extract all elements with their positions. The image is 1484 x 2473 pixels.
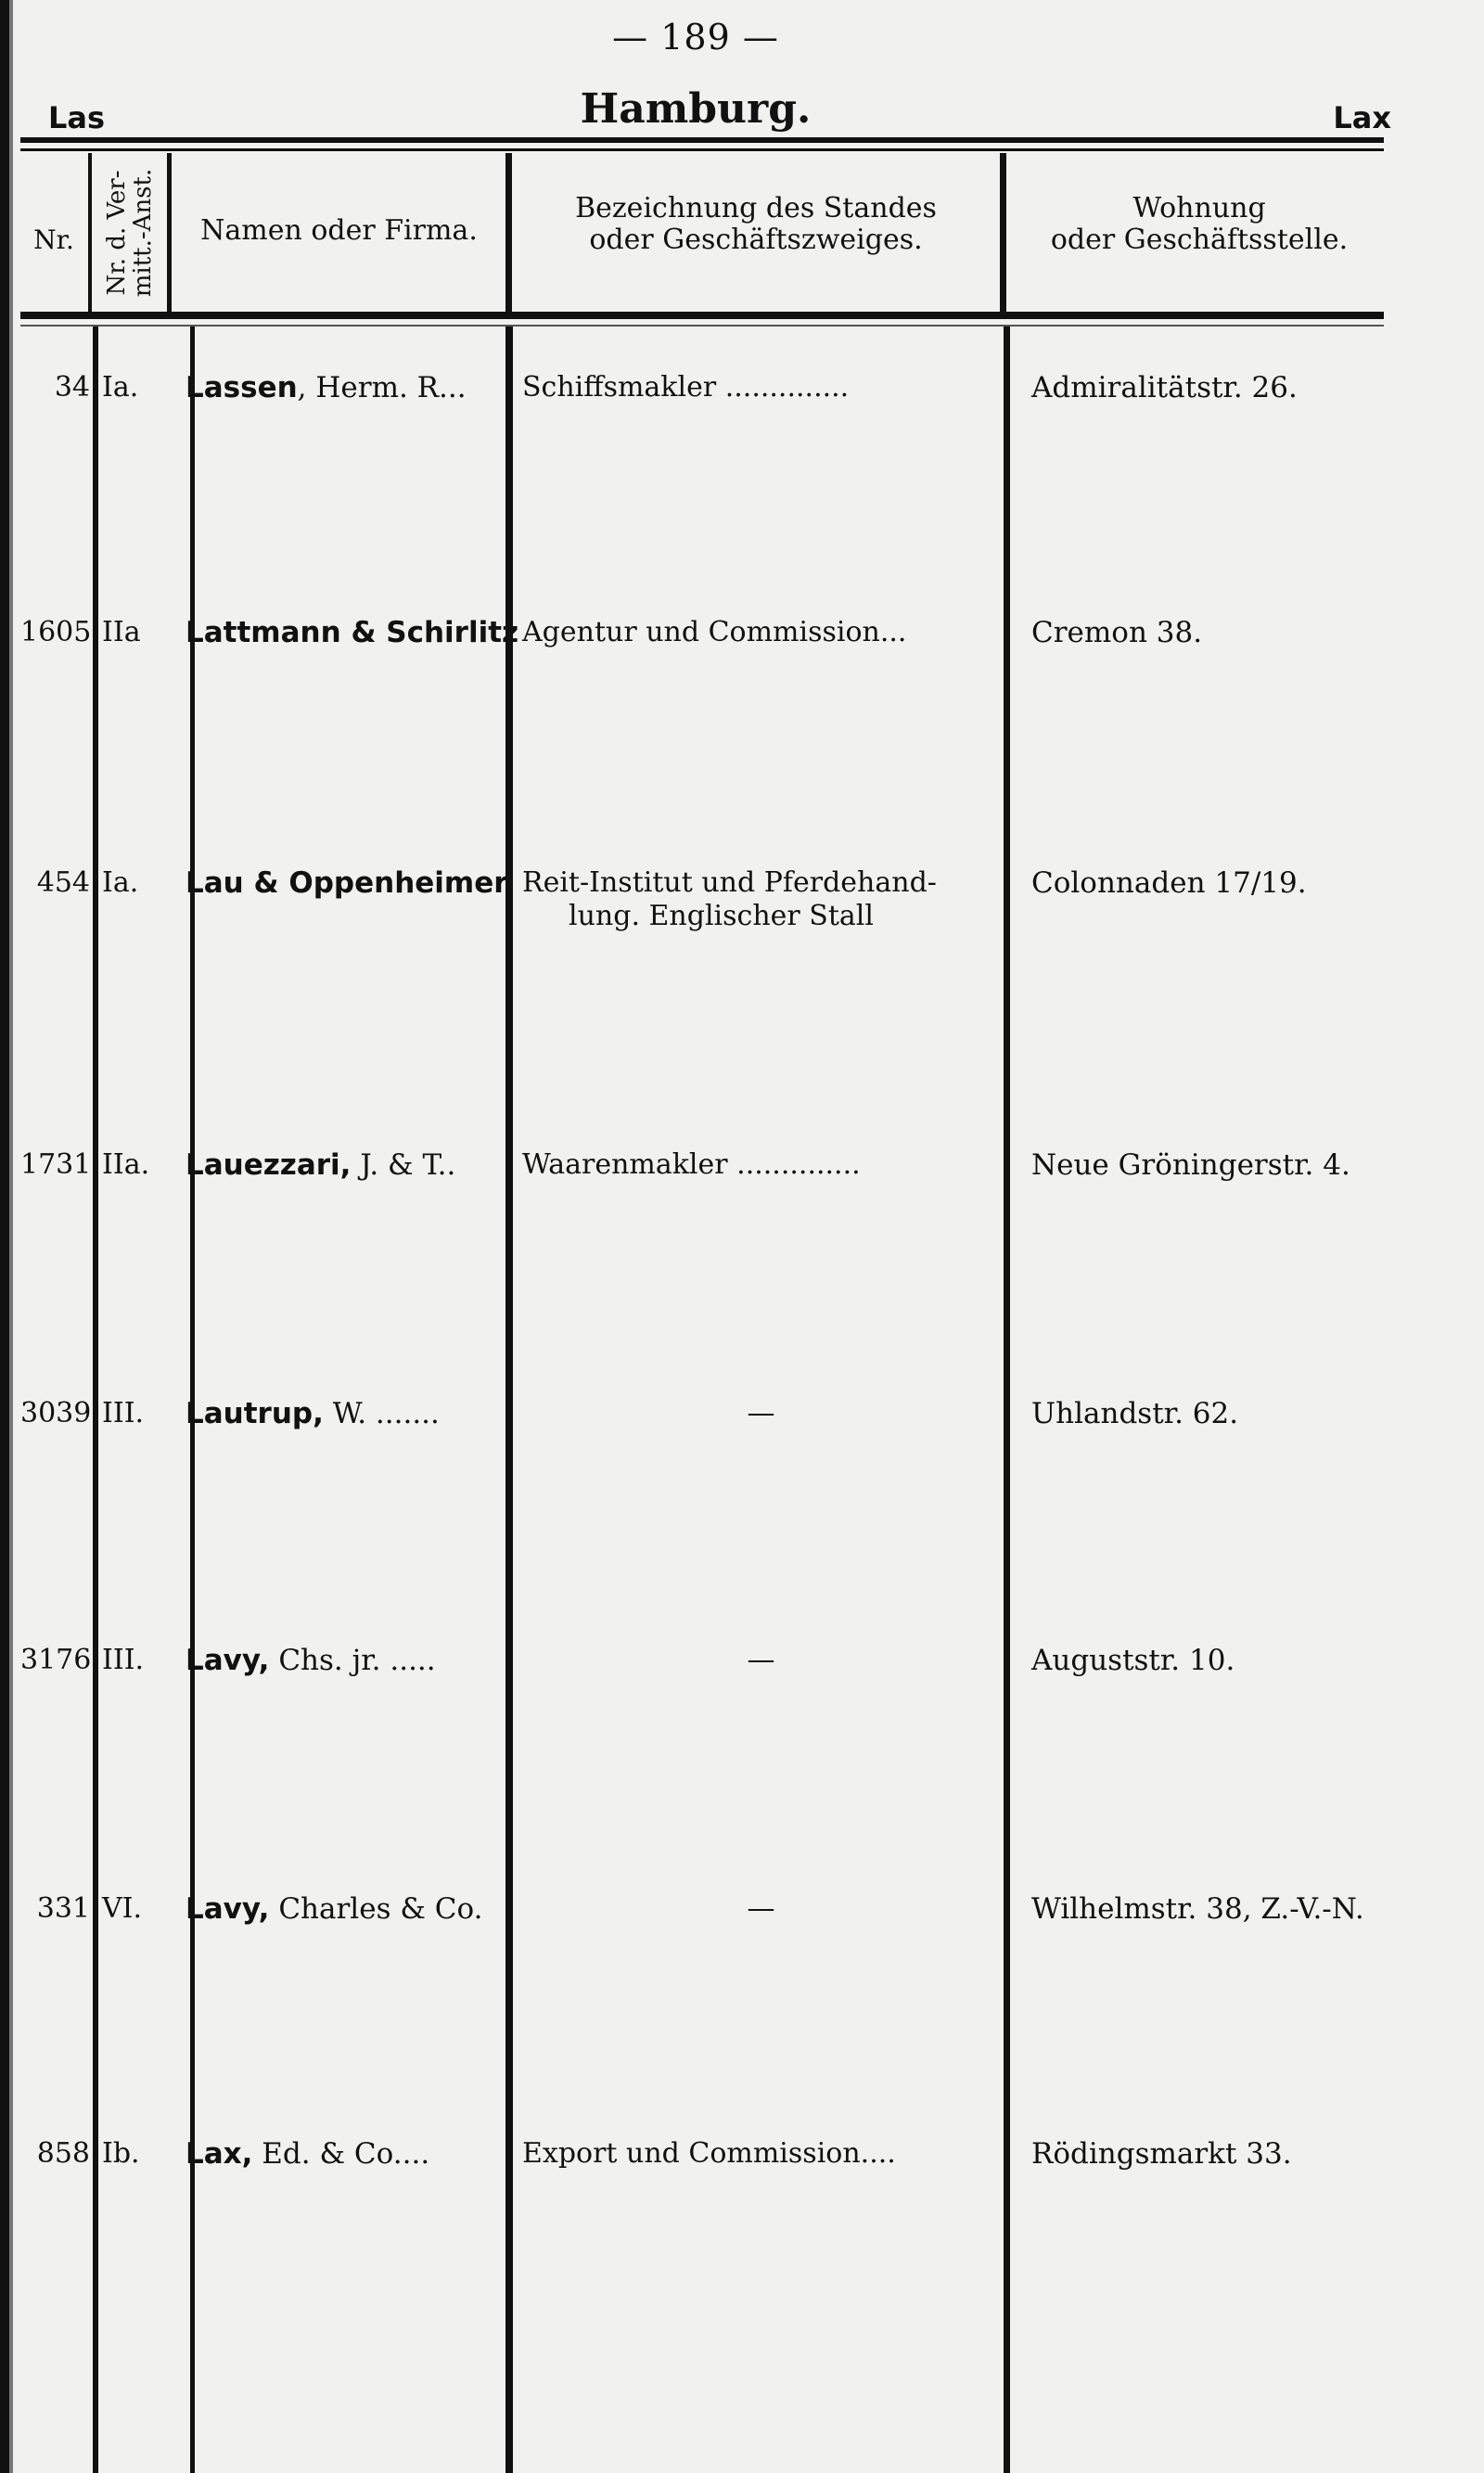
entry-name <box>186 1892 505 1926</box>
entry-class: Ia. <box>102 371 139 404</box>
occupation-line-1: — <box>747 1892 775 1925</box>
entry-name <box>186 866 508 900</box>
entry-address: Neue Gröningerstr. 4. <box>1031 1148 1350 1182</box>
entry-number: 3039 <box>20 1397 92 1429</box>
occupation-line-1: Waarenmakler .............. <box>522 1148 861 1181</box>
entry-class: III. <box>102 1644 145 1676</box>
entry-address: Wilhelmstr. 38, Z.-V.-N. <box>1031 1892 1364 1926</box>
entry-address: Auguststr. 10. <box>1031 1644 1235 1677</box>
vermittlung-line-2: mitt.-Anst. <box>129 168 157 298</box>
entry-address: Colonnaden 17/19. <box>1031 866 1307 900</box>
column-divider <box>88 153 92 315</box>
entry-number: 858 <box>36 2137 90 2170</box>
entry-number: 3176 <box>20 1644 92 1676</box>
occupation-line-2: lung. Englischer Stall <box>569 900 874 932</box>
entry-class: III. <box>102 1397 145 1429</box>
occupation-line-1: Agentur und Commission... <box>522 616 907 648</box>
entry-name-rest: Ed. & Co.... <box>252 2137 430 2171</box>
entry-class: Ia. <box>102 866 139 899</box>
column-divider <box>1004 327 1010 2473</box>
entry-name-rest: J. & T.. <box>351 1148 456 1182</box>
column-header-vermittlung <box>93 154 167 312</box>
entry-occupation <box>522 2137 1000 2171</box>
entry-name-bold: Lauezzari, <box>186 1148 352 1182</box>
page-number: — 189 — <box>612 17 779 58</box>
header-rule-thin <box>20 148 1384 151</box>
wohnung-header-line-2: oder Geschäftsstelle. <box>1050 224 1349 256</box>
column-divider <box>505 153 512 315</box>
entry-occupation <box>522 616 1000 649</box>
entry-occupation <box>522 1892 1000 1926</box>
entry-class: IIa. <box>102 1148 150 1181</box>
occupation-line-1: Schiffsmakler .............. <box>522 371 850 404</box>
occupation-line-1: Reit-Institut und Pferdehand- <box>522 866 937 899</box>
entry-name-rest: W. ....... <box>323 1397 440 1430</box>
entry-number: 331 <box>36 1892 90 1925</box>
column-divider <box>167 153 172 315</box>
occupation-line-1: Export und Commission.... <box>522 2137 896 2170</box>
entry-address: Cremon 38. <box>1031 616 1203 649</box>
entry-name-bold: Lautrup, <box>186 1397 324 1430</box>
column-header-vermittlung-text <box>104 169 156 298</box>
entry-name-rest: Chs. jr. ..... <box>269 1644 436 1677</box>
entry-number: 34 <box>54 371 90 404</box>
entry-name-rest: Charles & Co. <box>269 1892 483 1926</box>
entry-name-rest: , Herm. R... <box>297 371 467 404</box>
column-header-wohnung <box>1009 193 1389 256</box>
entry-name-bold: Lau & Oppenheimer <box>186 866 508 900</box>
vermittlung-line-1: Nr. d. Ver- <box>103 170 131 296</box>
entry-address: Rödingsmarkt 33. <box>1031 2137 1292 2171</box>
page-edge <box>0 0 9 2473</box>
entry-name <box>186 371 505 404</box>
column-header-name: Namen oder Firma. <box>200 214 478 247</box>
entry-name <box>186 1644 505 1677</box>
entry-number: 1731 <box>20 1148 92 1181</box>
entry-name-bold: Lassen <box>186 371 298 404</box>
entry-number: 454 <box>36 866 90 899</box>
entry-occupation <box>522 1397 1000 1430</box>
entry-class: VI. <box>102 1892 143 1925</box>
entry-occupation <box>522 866 1000 933</box>
entry-name <box>186 616 519 649</box>
column-divider <box>1000 153 1006 315</box>
entry-name-bold: Lavy, <box>186 1644 270 1677</box>
entry-occupation <box>522 1644 1000 1677</box>
city-heading: Hamburg. <box>580 85 812 133</box>
entry-name-bold: Lax, <box>186 2137 253 2171</box>
entry-name-bold: Lattmann & Schirlitz <box>186 616 519 649</box>
entry-address: Uhlandstr. 62. <box>1031 1397 1239 1430</box>
stand-header-line-2: oder Geschäftszweiges. <box>589 224 923 256</box>
column-header-rule-thin <box>20 325 1384 327</box>
occupation-line-1: — <box>747 1397 775 1429</box>
column-header-stand <box>515 193 997 256</box>
column-header-nr: Nr. <box>33 224 74 255</box>
entry-occupation <box>522 1148 1000 1182</box>
column-divider <box>93 327 98 2473</box>
entry-name-bold: Lavy, <box>186 1892 270 1926</box>
entry-occupation <box>522 371 1000 404</box>
page-edge-shadow <box>9 0 13 2473</box>
entry-class: IIa <box>102 616 141 648</box>
entry-name <box>186 2137 505 2171</box>
guide-word-left: Las <box>48 100 106 135</box>
header-rule-thick <box>20 137 1384 143</box>
entry-number: 1605 <box>20 616 92 648</box>
entry-name <box>186 1397 505 1430</box>
guide-word-right: Lax <box>1333 100 1391 135</box>
entry-class: Ib. <box>102 2137 140 2170</box>
entry-address: Admiralitätstr. 26. <box>1031 371 1298 404</box>
entry-name <box>186 1148 505 1182</box>
occupation-line-1: — <box>747 1644 775 1676</box>
column-header-rule <box>20 312 1384 319</box>
wohnung-header-line-1: Wohnung <box>1132 192 1266 224</box>
stand-header-line-1: Bezeichnung des Standes <box>575 192 937 224</box>
